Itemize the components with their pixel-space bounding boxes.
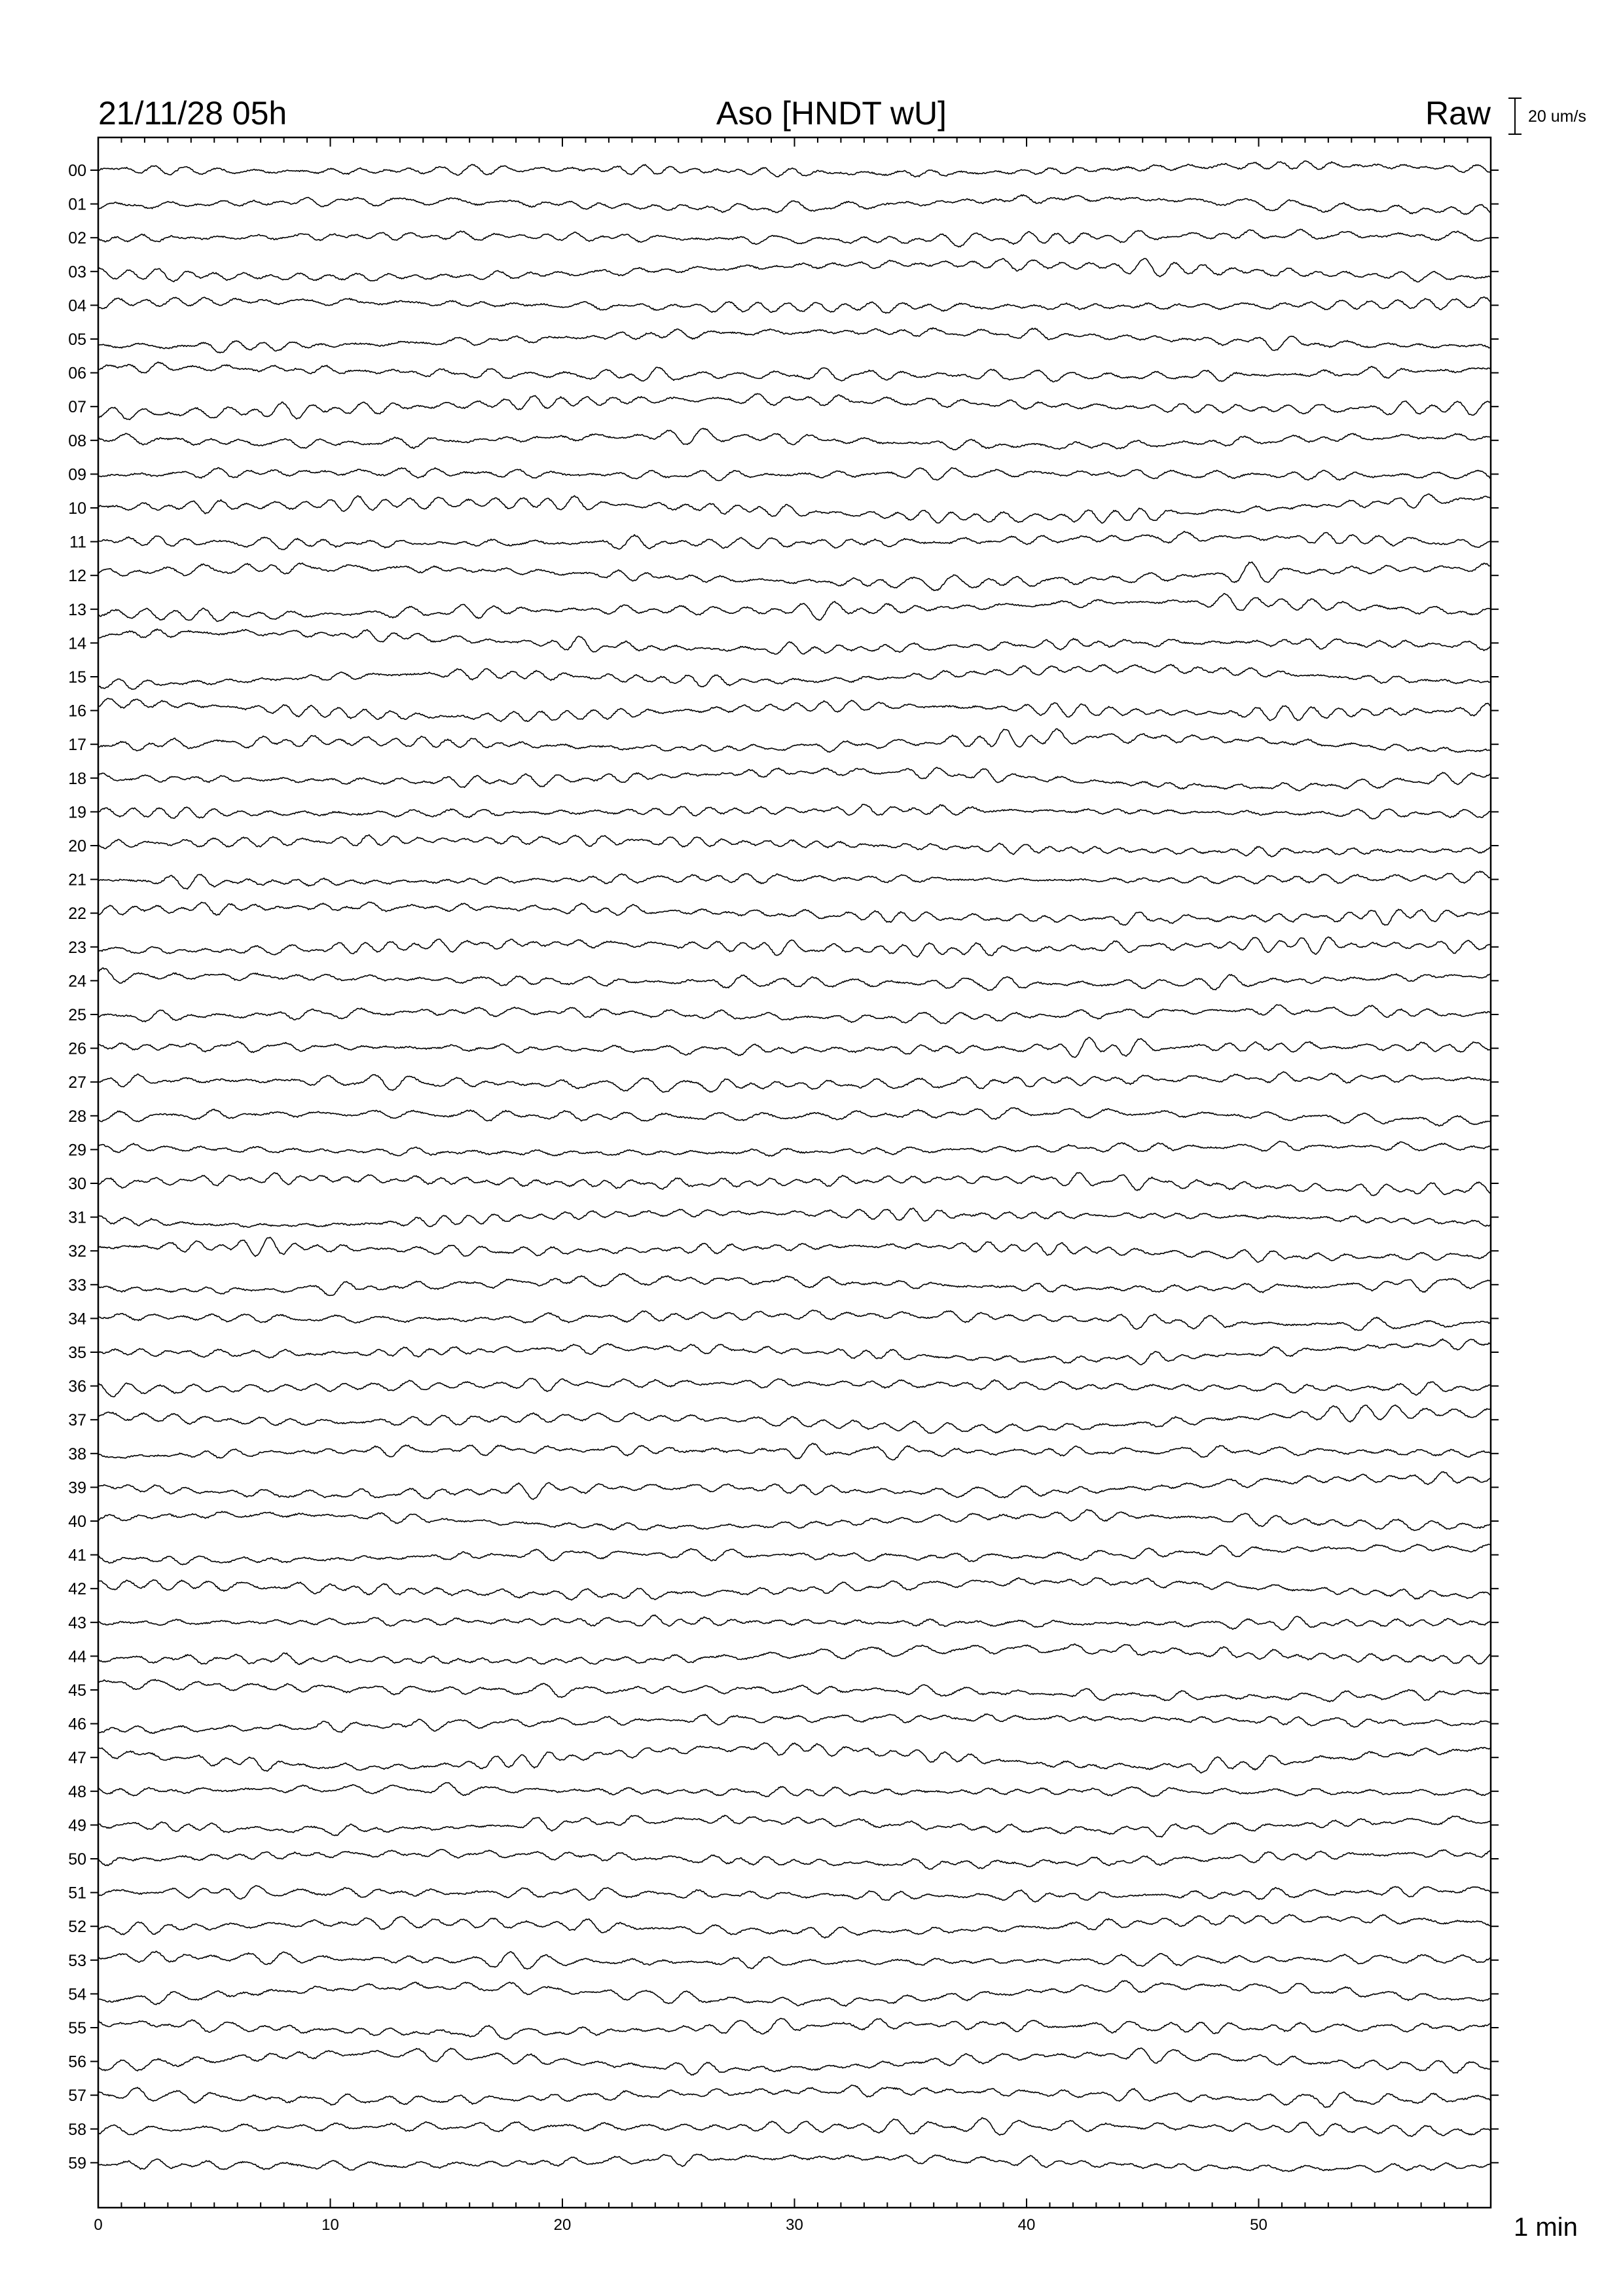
- trace-group: [98, 161, 1491, 2172]
- trace-line: [98, 1443, 1491, 1460]
- row-ticks: [90, 170, 1499, 2162]
- trace-line: [98, 468, 1491, 481]
- x-tick-label: 10: [321, 2216, 339, 2234]
- amplitude-scale-bar: [1508, 98, 1522, 134]
- trace-line: [98, 2085, 1491, 2108]
- trace-line: [98, 1850, 1491, 1869]
- trace-line: [98, 494, 1491, 524]
- x-tick-label: 50: [1250, 2216, 1267, 2234]
- x-tick-label: 20: [553, 2216, 572, 2234]
- trace-line: [98, 259, 1491, 282]
- row-label: 32: [68, 1242, 86, 1261]
- datetime-label: 21/11/28 05h: [98, 95, 287, 132]
- trace-line: [98, 937, 1491, 958]
- trace-line: [98, 835, 1491, 857]
- row-label: 26: [68, 1039, 86, 1058]
- row-label: 18: [68, 769, 86, 788]
- row-label: 34: [68, 1310, 86, 1329]
- trace-line: [98, 1544, 1491, 1565]
- trace-line: [98, 1509, 1491, 1530]
- trace-line: [98, 393, 1491, 420]
- mode-label: Raw: [1425, 95, 1491, 132]
- row-label: 30: [68, 1175, 86, 1193]
- trace-line: [98, 767, 1491, 791]
- row-label: 24: [68, 972, 86, 991]
- trace-line: [98, 1005, 1491, 1024]
- trace-line: [98, 161, 1491, 177]
- row-label: 17: [68, 736, 86, 755]
- trace-line: [98, 297, 1491, 314]
- row-label: 54: [68, 1985, 86, 2004]
- row-label: 39: [68, 1479, 86, 1498]
- row-label: 31: [68, 1208, 86, 1227]
- trace-line: [98, 428, 1491, 450]
- trace-line: [98, 1783, 1491, 1797]
- trace-line: [98, 1951, 1491, 1969]
- row-label: 29: [68, 1141, 86, 1160]
- trace-line: [98, 1173, 1491, 1196]
- trace-line: [98, 1578, 1491, 1600]
- row-label: 22: [68, 905, 86, 924]
- row-label: 13: [68, 600, 86, 619]
- row-label: 41: [68, 1546, 86, 1565]
- trace-line: [98, 531, 1491, 550]
- row-label: 04: [68, 296, 86, 315]
- trace-line: [98, 1274, 1491, 1296]
- row-label: 03: [68, 262, 86, 281]
- row-label: 15: [68, 668, 86, 687]
- trace-line: [98, 1644, 1491, 1665]
- row-label: 47: [68, 1749, 86, 1768]
- row-label: 38: [68, 1444, 86, 1463]
- row-label: 07: [68, 398, 86, 417]
- trace-line: [98, 698, 1491, 722]
- row-label: 55: [68, 2019, 86, 2037]
- row-label: 10: [68, 499, 86, 518]
- x-tick-label: 40: [1017, 2216, 1036, 2234]
- row-label: 21: [68, 870, 86, 889]
- trace-line: [98, 1378, 1491, 1397]
- row-label: 08: [68, 431, 86, 450]
- trace-line: [98, 968, 1491, 991]
- row-label: 42: [68, 1580, 86, 1599]
- row-labels: [68, 162, 86, 2172]
- row-label: 02: [68, 229, 86, 248]
- row-label: 33: [68, 1276, 86, 1295]
- row-label: 37: [68, 1411, 86, 1430]
- row-label: 25: [68, 1006, 86, 1024]
- trace-line: [98, 195, 1491, 215]
- trace-line: [98, 1141, 1491, 1157]
- trace-line: [98, 229, 1491, 247]
- trace-line: [98, 1679, 1491, 1702]
- trace-line: [98, 2154, 1491, 2172]
- trace-line: [98, 1743, 1491, 1773]
- x-tick-label: 0: [94, 2216, 103, 2234]
- row-label: 12: [68, 567, 86, 586]
- row-label: 44: [68, 1647, 86, 1666]
- scale-bar-label: 20 um/s: [1528, 107, 1586, 126]
- trace-line: [98, 1472, 1491, 1499]
- trace-line: [98, 1108, 1491, 1126]
- x-tick-label: 30: [786, 2216, 803, 2234]
- trace-line: [98, 804, 1491, 819]
- trace-line: [98, 328, 1491, 353]
- trace-line: [98, 1914, 1491, 1938]
- row-label: 16: [68, 702, 86, 721]
- trace-line: [98, 1714, 1491, 1734]
- row-label: 53: [68, 1951, 86, 1970]
- row-label: 35: [68, 1344, 86, 1362]
- row-label: 50: [68, 1850, 86, 1869]
- trace-line: [98, 1405, 1491, 1434]
- row-label: 00: [68, 162, 86, 180]
- trace-line: [98, 1981, 1491, 2006]
- trace-line: [98, 902, 1491, 925]
- row-label: 19: [68, 803, 86, 822]
- row-label: 20: [68, 837, 86, 855]
- row-label: 11: [69, 533, 86, 552]
- row-label: 51: [68, 1884, 86, 1903]
- row-label: 48: [68, 1782, 86, 1801]
- row-label: 43: [68, 1613, 86, 1632]
- trace-line: [98, 871, 1491, 889]
- trace-line: [98, 594, 1491, 622]
- row-label: 14: [68, 634, 86, 653]
- trace-line: [98, 1237, 1491, 1262]
- trace-line: [98, 1310, 1491, 1331]
- trace-line: [98, 1816, 1491, 1837]
- trace-line: [98, 2018, 1491, 2039]
- row-label: 45: [68, 1681, 86, 1700]
- row-label: 28: [68, 1107, 86, 1126]
- trace-line: [98, 1339, 1491, 1365]
- row-label: 36: [68, 1377, 86, 1396]
- trace-line: [98, 1615, 1491, 1630]
- row-label: 49: [68, 1816, 86, 1835]
- trace-line: [98, 728, 1491, 752]
- row-label: 59: [68, 2154, 86, 2173]
- trace-line: [98, 1208, 1491, 1227]
- trace-line: [98, 629, 1491, 655]
- row-label: 46: [68, 1715, 86, 1734]
- trace-line: [98, 664, 1491, 689]
- row-label: 56: [68, 2053, 86, 2072]
- trace-line: [98, 1071, 1491, 1092]
- row-label: 06: [68, 364, 86, 383]
- trace-line: [98, 1886, 1491, 1902]
- row-label: 05: [68, 331, 86, 349]
- row-label: 27: [68, 1073, 86, 1092]
- row-label: 57: [68, 2087, 86, 2106]
- x-axis-unit-label: 1 min: [1514, 2213, 1578, 2242]
- row-label: 58: [68, 2120, 86, 2139]
- row-label: 09: [68, 465, 86, 484]
- trace-line: [98, 2118, 1491, 2137]
- row-label: 01: [68, 195, 86, 214]
- row-label: 23: [68, 938, 86, 957]
- trace-line: [98, 2048, 1491, 2075]
- trace-line: [98, 1037, 1491, 1058]
- row-label: 52: [68, 1918, 86, 1937]
- row-label: 40: [68, 1513, 86, 1531]
- station-title: Aso [HNDT wU]: [716, 95, 947, 132]
- trace-line: [98, 562, 1491, 591]
- trace-line: [98, 362, 1491, 382]
